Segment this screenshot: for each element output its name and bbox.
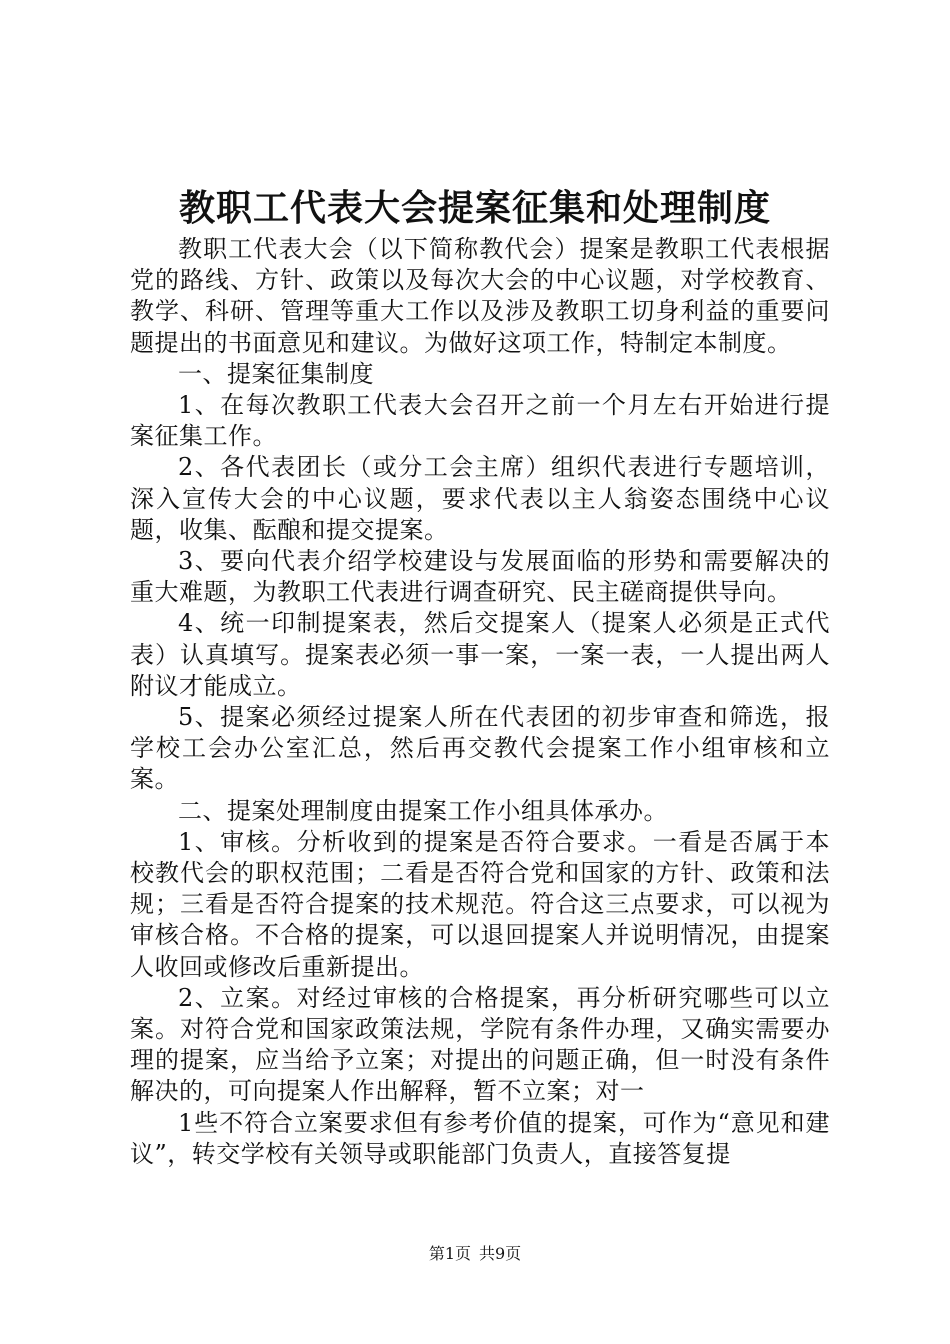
page-total: 共9页	[479, 1244, 522, 1263]
paragraph-item: 4、统一印制提案表，然后交提案人（提案人必须是正式代表）认真填写。提案表必须一事一案，一案一表，一人提出两人附议才能成立。	[130, 609, 830, 700]
paragraph-item: 5、提案必须经过提案人所在代表团的初步审查和筛选，报学校工会办公室汇总，然后再交教代会提案工作小组审核和立案。	[130, 703, 830, 794]
paragraph-intro: 教职工代表大会（以下简称教代会）提案是教职工代表根据党的路线、方针、政策以及每次大会的中心议题，对学校教育、教学、科研、管理等重大工作以及涉及教职工切身利益的重要问题提出的书面意见和建议。为做好这项工作，特制定本制度。	[130, 235, 830, 357]
section-heading-2: 二、提案处理制度由提案工作小组具体承办。	[178, 796, 668, 825]
document-body	[130, 234, 830, 1170]
paragraph-item: 1、审核。分析收到的提案是否符合要求。一看是否属于本校教代会的职权范围；二看是否符合党和国家的方针、政策和法规；三看是否符合提案的技术规范。符合这三点要求，可以视为审核合格。不合格的提案，可以退回提案人并说明情况，由提案人收回或修改后重新提出。	[130, 827, 830, 981]
paragraph-item: 2、立案。对经过审核的合格提案，再分析研究哪些可以立案。对符合党和国家政策法规，学院有条件办理，又确实需要办理的提案，应当给予立案；对提出的问题正确，但一时没有条件解决的，可向提案人作出解释，暂不立案；对一	[130, 983, 830, 1106]
document-title: 教职工代表大会提案征集和处理制度	[178, 187, 771, 229]
paragraph-item: 2、各代表团长（或分工会主席）组织代表进行专题培训，深入宣传大会的中心议题，要求代表以主人翁姿态围绕中心议题，收集、酝酿和提交提案。	[130, 453, 830, 544]
page-number: 第1页	[428, 1244, 471, 1263]
page-footer	[0, 1243, 950, 1265]
paragraph-item: 1些不符合立案要求但有参考价值的提案，可作为“意见和建议”，转交学校有关领导或职能部门负责人，直接答复提	[130, 1108, 830, 1168]
section-heading-1: 一、提案征集制度	[178, 359, 374, 388]
paragraph-item: 1、在每次教职工代表大会召开之前一个月左右开始进行提案征集工作。	[130, 391, 830, 451]
paragraph-item: 3、要向代表介绍学校建设与发展面临的形势和需要解决的重大难题，为教职工代表进行调查研究、民主磋商提供导向。	[130, 547, 830, 607]
